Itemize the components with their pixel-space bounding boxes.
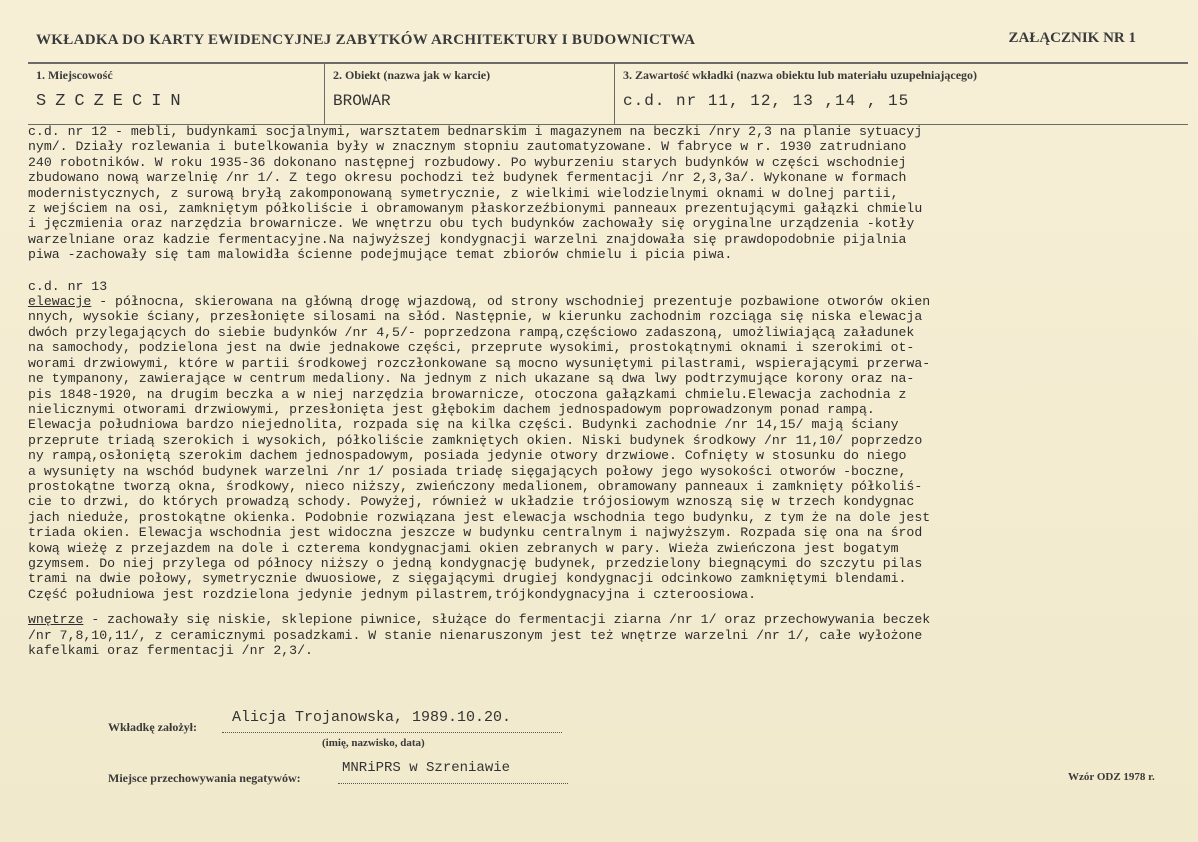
text-line: Elewacja południowa bardzo niejednolita, rozpada się na kilka części. Budynki zachodnie /nr 14,15/ mają ściany bbox=[28, 417, 899, 433]
paragraph-continuation-12 bbox=[28, 124, 1192, 263]
text-line: na samochody, podzielona jest na dwie jednakowe części, przeprute wysokimi, prostokątnymi oknami i szerokimi ot- bbox=[28, 340, 915, 356]
form-code: Wzór ODZ 1978 r. bbox=[1068, 771, 1155, 783]
paragraph-continuation-13 bbox=[28, 279, 1192, 603]
author-line bbox=[222, 732, 562, 733]
text-line: nnych, wysokie ściany, przesłonięte silosami na słód. Następnie, w kierunku zachodnim rozciąga się niska elewacja bbox=[28, 309, 923, 325]
text-line: piwa -zachowały się tam malowidła ścienne podejmujące temat zbiorów chmielu i picia piwa. bbox=[28, 247, 733, 263]
object-value: BROWAR bbox=[333, 92, 391, 110]
text-line: pis 1848-1920, na drugim beczka a w niej narzędzia browarnicze, otoczona gałązkami chmielu.Elewacja zachodnia z bbox=[28, 386, 907, 402]
interior-term: wnętrze bbox=[28, 612, 84, 628]
text-line: ny rampą,osłoniętą szerokim dachem jednospadowym, posiada jedynie otwory drzwiowe. Cofnięty w stosunku do niego bbox=[28, 448, 907, 464]
paragraph-interior bbox=[28, 612, 1192, 658]
elevations-term: elewacje bbox=[28, 294, 92, 310]
text-line: trami na dwie połowy, symetrycznie dwuosiowe, z sięgającymi drugiej kondygnacji odcinkowo zamkniętymi blendami. bbox=[28, 571, 907, 587]
text-line: cie to drzwi, do których prowadzą schody. Powyżej, również w układzie trójosiowym wznoszą się w trzech kondygnac bbox=[28, 494, 915, 510]
text-line: kafelkami oraz fermentacji /nr 2,3/. bbox=[28, 643, 313, 658]
place-value: SZCZECIN bbox=[36, 92, 190, 111]
text-line: ne tympanony, zawierające w centrum medaliony. Na jednym z nich ukazane są dwa lwy podtrzymujące korony oraz na- bbox=[28, 371, 915, 387]
annex-number: ZAŁĄCZNIK NR 1 bbox=[1008, 30, 1136, 46]
text-line: z wejściem na osi, zamkniętym półkoliście i obramowanym płaskorzeźbionymi panneaux prezentującymi gałązki chmielu bbox=[28, 201, 923, 217]
text-line: kową wieżę z przejazdem na dole i czterema kondygnacjami okien zebranych w pary. Wieża zwieńczona jest bogatym bbox=[28, 540, 899, 556]
object-field bbox=[324, 64, 615, 124]
section-heading: c.d. nr 13 bbox=[28, 278, 108, 294]
text-line: c.d. nr 12 - mebli, budynkami socjalnymi, warsztatem bednarskim i magazynem na beczki /nry 2,3 na planie sytuacyj bbox=[28, 124, 923, 139]
text-line: 240 robotników. W roku 1935-36 dokonano następnej rozbudowy. Po wyburzeniu starych budynków w części wschodniej bbox=[28, 154, 907, 170]
content-value: c.d. nr 11, 12, 13 ,14 , 15 bbox=[623, 92, 910, 110]
header-fields bbox=[28, 62, 1188, 125]
text-line bbox=[28, 294, 1192, 309]
content-label: 3. Zawartość wkładki (nazwa obiektu lub materiału uzupełniającego) bbox=[623, 68, 978, 82]
text-line: gzymsem. Do niej przylega od północy niższy o jedną kondygnację budynek, przedzielony biegnącymi do szczytu pilas bbox=[28, 555, 923, 571]
text-line: worami drzwiowymi, które w partii środkowej rozczłonkowane są mocno wysuniętymi pilastrami, wspierającymi przerwa- bbox=[28, 355, 931, 371]
text-line: prostokątne tworzą okna, środkowy, nieco niższy, zwieńczony medalionem, obramowany panneaux i zamknięty półkoliś- bbox=[28, 478, 923, 494]
text-line: Część południowa jest rozdzielona jedynie jednym pilastrem,trójkondygnacyjna i czteroosiowa. bbox=[28, 586, 757, 602]
typed-description bbox=[28, 124, 1192, 658]
text-line: jach nieduże, prostokątne okienka. Podobnie rozwiązana jest elewacja wschodnia tego budynku, z tym że na dole jest bbox=[28, 509, 931, 525]
author-caption: (imię, nazwisko, data) bbox=[322, 737, 425, 749]
card-title: WKŁADKA DO KARTY EWIDENCYJNEJ ZABYTKÓW ARCHITEKTURY I BUDOWNICTWA bbox=[36, 32, 696, 48]
text-line-rest: - północna, skierowana na główną drogę wjazdową, od strony wschodniej prezentuje pozbawione otworów okien bbox=[91, 294, 931, 310]
text-line: warzelniane oraz kadzie fermentacyjne.Na najwyższej kondygnacji warzelni znajdowała się prawdopodobnie pijalnia bbox=[28, 231, 907, 247]
text-line: dwóch przylegających do siebie budynków /nr 4,5/- poprzedzona rampą,częściowo zadaszoną, umożliwiającą załadunek bbox=[28, 324, 915, 340]
text-line: przeprute triadą szerokich i wysokich, półkoliście zamkniętych okien. Niski budynek środkowy /nr 11,10/ poprzedzo bbox=[28, 432, 923, 448]
place-label: 1. Miejscowość bbox=[36, 68, 113, 82]
text-line-rest: - zachowały się niskie, sklepione piwnice, służące do fermentacji ziarna /nr 1/ oraz przechowywania beczek bbox=[83, 612, 931, 628]
negatives-line bbox=[338, 783, 568, 784]
object-label: 2. Obiekt (nazwa jak w karcie) bbox=[333, 68, 491, 82]
text-line bbox=[28, 612, 1192, 627]
content-field bbox=[614, 64, 1189, 124]
negatives-value: MNRiPRS w Szreniawie bbox=[342, 760, 511, 776]
text-line: i jęczmienia oraz narzędzia browarnicze. We wnętrzu obu tych budynków zachowały się oryginalne urządzenia -kotły bbox=[28, 216, 915, 232]
text-line: nielicznymi otworami drzwiowymi, przesłonięta jest głębokim dachem jednospadowym poprowadzonym ponad rampą. bbox=[28, 401, 875, 417]
text-line: modernistycznych, z surową bryłą zakomponowaną symetrycznie, z wielkimi wielodzielnymi oknami w dolnej partii, bbox=[28, 185, 899, 201]
author-value: Alicja Trojanowska, 1989.10.20. bbox=[232, 709, 512, 726]
negatives-label: Miejsce przechowywania negatywów: bbox=[108, 771, 301, 785]
author-label: Wkładkę założył: bbox=[108, 720, 197, 734]
place-field bbox=[28, 64, 324, 124]
text-line: a wysunięty na wschód budynek warzelni /nr 1/ posiada triadę sięgających połowy jego wysokości otworów -boczne, bbox=[28, 463, 907, 479]
text-line: /nr 7,8,10,11/, z ceramicznymi posadzkami. W stanie nienaruszonym jest też wnętrze warzelni /nr 1/, całe wyłożone bbox=[28, 627, 923, 643]
text-line: triada okien. Elewacja wschodnia jest widoczna jeszcze w budynku centralnym i najwyższym. Rozpada się ona na środ bbox=[28, 525, 923, 541]
text-line: zbudowano nową warzelnię /nr 1/. Z tego okresu pochodzi też budynek fermentacji /nr 2,3,3a/. Wykonane w formach bbox=[28, 170, 907, 186]
text-line: nym/. Działy rozlewania i butelkowania były w znacznym stopniu zautomatyzowane. W fabryce w r. 1930 zatrudniano bbox=[28, 139, 907, 155]
